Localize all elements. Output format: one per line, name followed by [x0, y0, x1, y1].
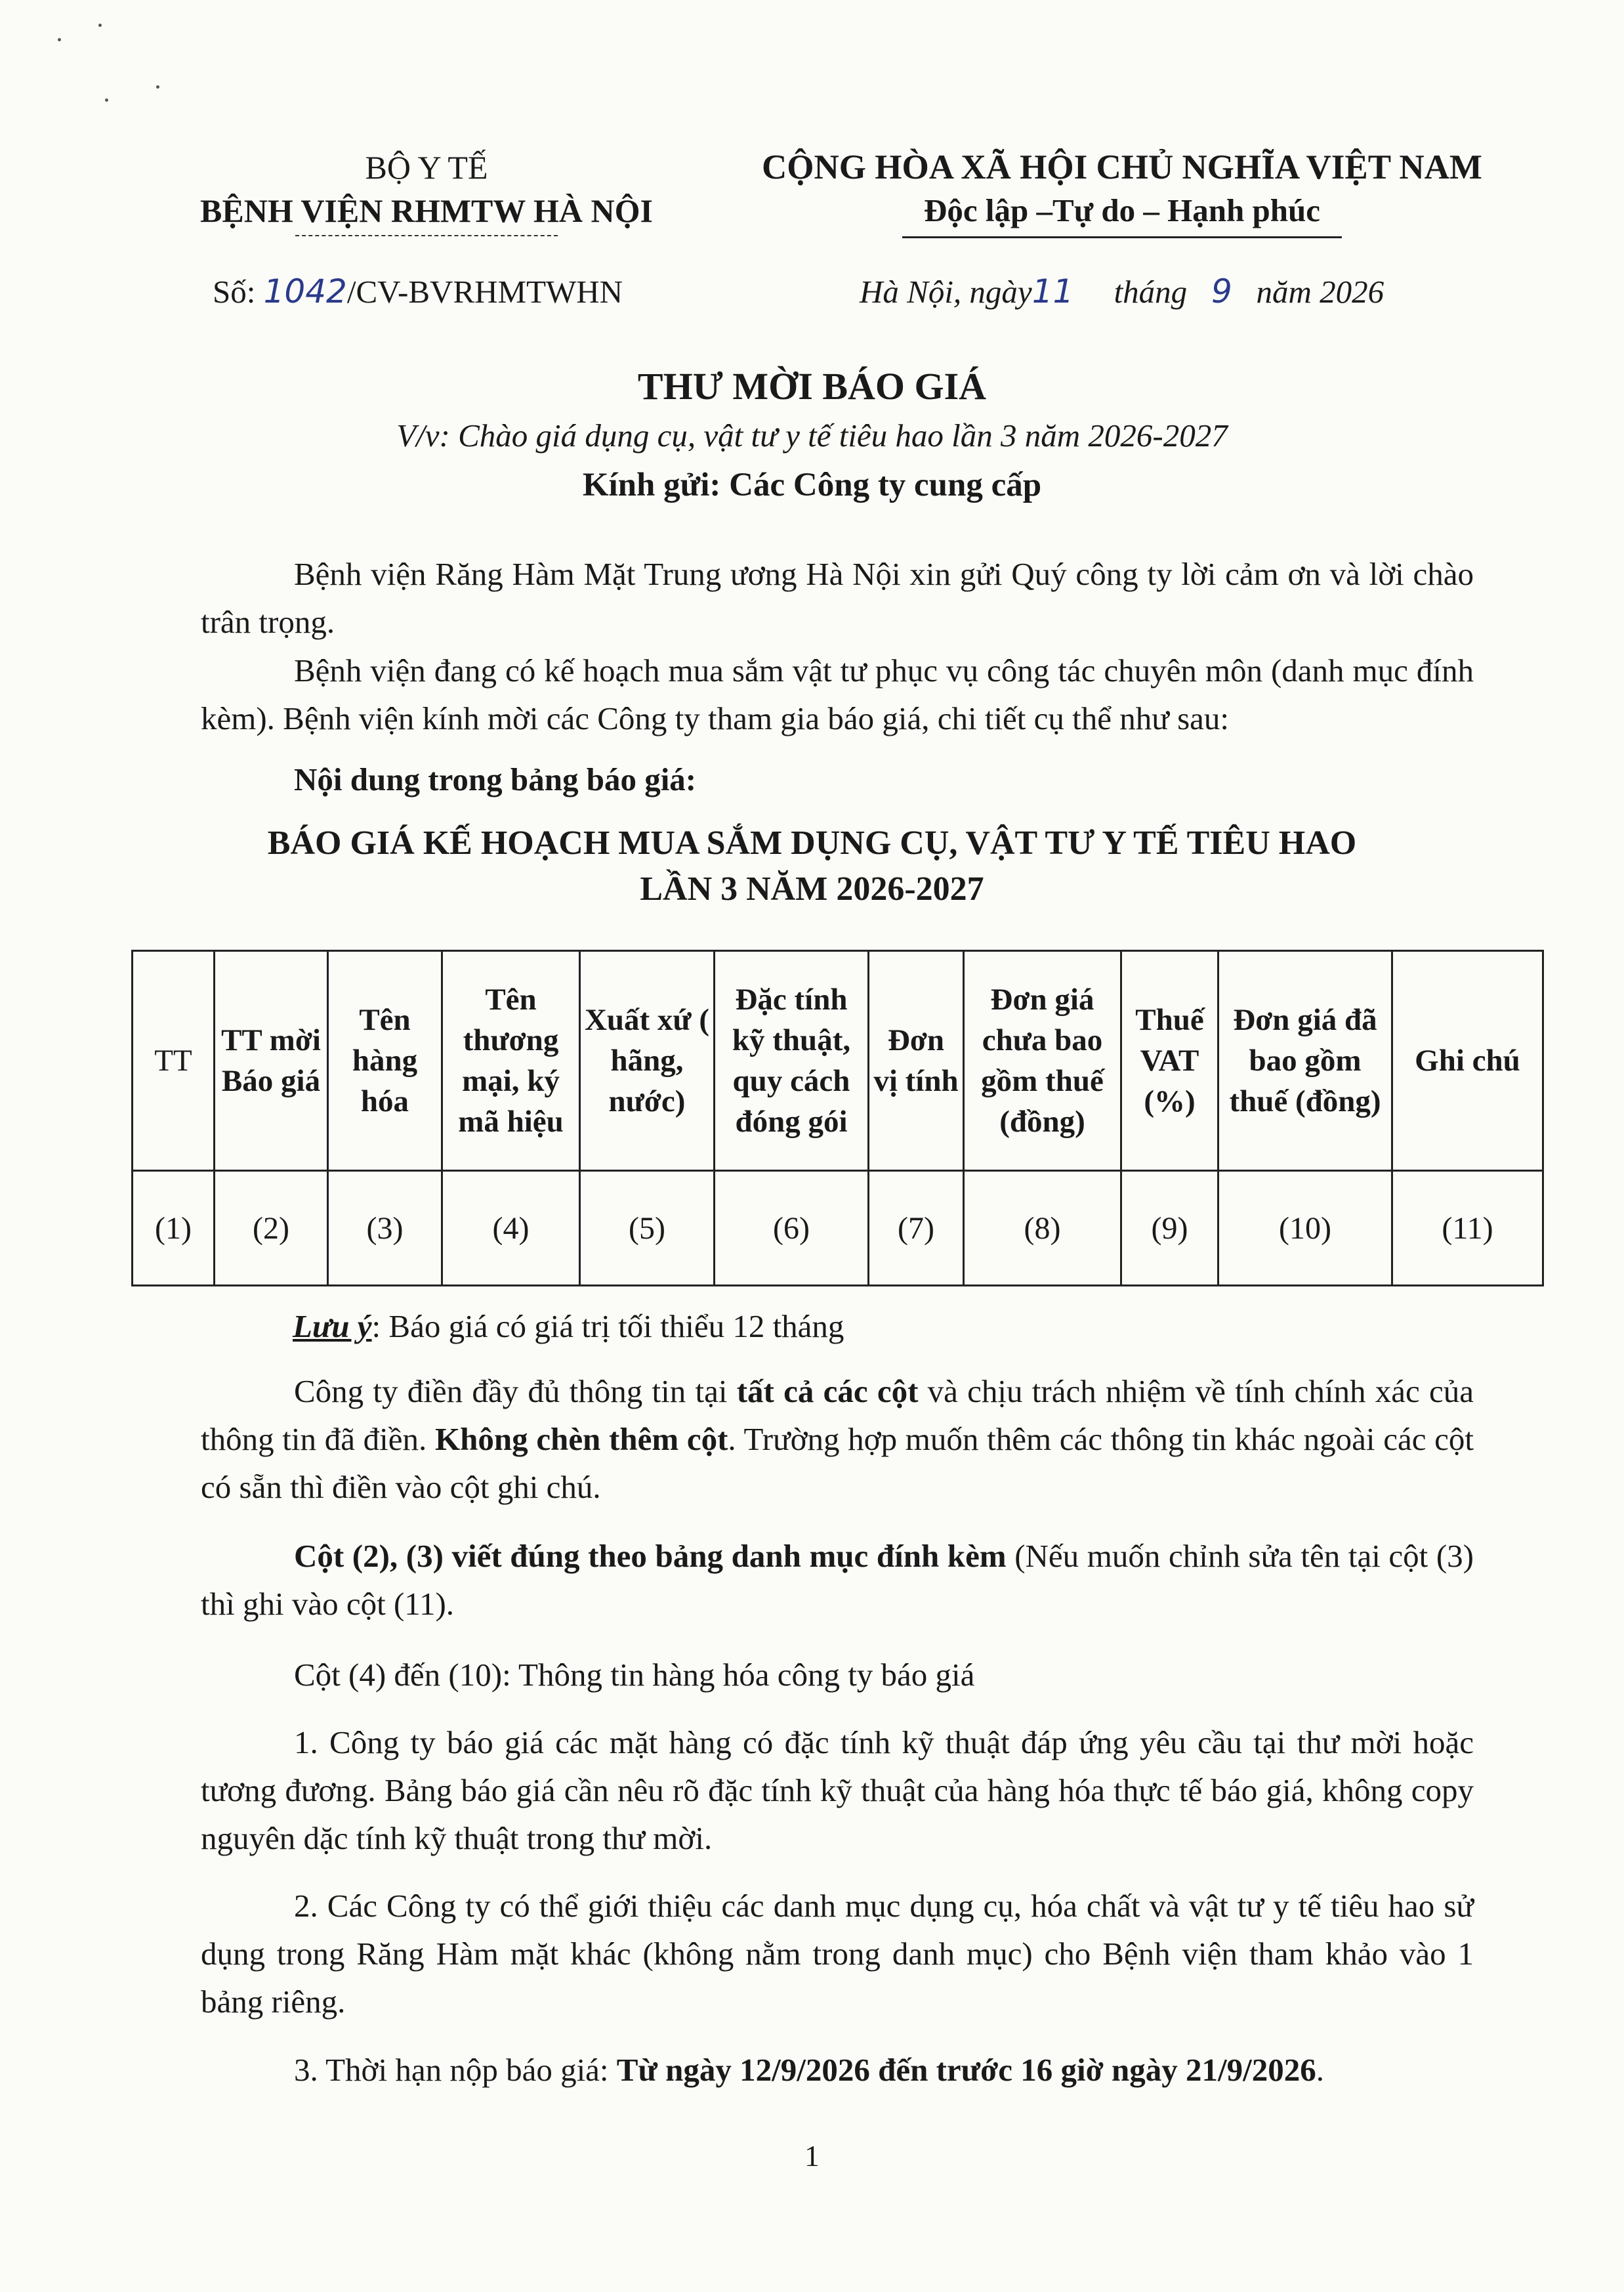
- page-number: 1: [804, 2139, 820, 2173]
- issue-date: [860, 270, 1384, 313]
- instruction-text: Công ty điền đầy đủ thông tin tại: [294, 1373, 737, 1409]
- instruction-text: 3. Thời hạn nộp báo giá:: [294, 2052, 617, 2088]
- header-cell: Ghi chú: [1392, 951, 1543, 1171]
- instruction-paragraph-1: [201, 1367, 1474, 1511]
- column-number-cell: (4): [442, 1171, 580, 1286]
- scan-speck: [58, 38, 61, 41]
- instruction-emphasis: Không chèn thêm cột: [435, 1421, 728, 1457]
- recipient-line: Kính gửi: Các Công ty cung cấp: [582, 467, 1042, 503]
- issuer-underline: [295, 235, 558, 236]
- instruction-text: và chịu trách nhiệm về tính chính xác của thông tin đã điền.: [201, 1373, 1474, 1457]
- intro-paragraph-1: Bệnh viện Răng Hàm Mặt Trung ương Hà Nội xin gửi Quý công ty lời cảm ơn và lời chào trân trọng.: [201, 556, 1474, 640]
- document-number-prefix: Số:: [213, 274, 264, 310]
- submission-deadline: Từ ngày 12/9/2026 đến trước 16 giờ ngày 21/9/2026: [616, 2052, 1316, 2088]
- header-cell: Đơn giá đã bao gồm thuế (đồng): [1218, 951, 1392, 1171]
- column-number-cell: (3): [328, 1171, 442, 1286]
- column-number-cell: (2): [215, 1171, 328, 1286]
- year-label: năm 2026: [1256, 274, 1385, 310]
- instruction-text: . Trường hợp muốn thêm các thông tin khác ngoài các cột có sẵn thì điền vào cột ghi chú.: [201, 1421, 1474, 1505]
- column-number-cell: (6): [715, 1171, 869, 1286]
- column-number-row: [133, 1171, 1543, 1286]
- instruction-text: .: [1316, 2052, 1324, 2088]
- column-number-cell: (9): [1121, 1171, 1218, 1286]
- column-number-cell: (7): [869, 1171, 964, 1286]
- scan-speck: [156, 85, 159, 89]
- instruction-item-2: 2. Các Công ty có thể giới thiệu các danh mục dụng cụ, hóa chất và vật tư y tế tiêu hao sử dụng trong Răng Hàm mặt khác (không nằm trong danh mục) cho Bệnh viện tham khảo vào 1 bảng riêng.: [201, 1888, 1474, 2020]
- instruction-item-3: [201, 2046, 1474, 2094]
- scan-speck: [105, 98, 108, 102]
- column-number-cell: (11): [1392, 1171, 1543, 1286]
- header-cell: Đơn vị tính: [869, 951, 964, 1171]
- instruction-item-1: 1. Công ty báo giá các mặt hàng có đặc tính kỹ thuật đáp ứng yêu cầu tại thư mời hoặc tương đương. Bảng báo giá cần nêu rõ đặc tính kỹ thuật của hàng hóa thực tế báo giá, không copy nguyên dặc tính kỹ thuật trong thư mời.: [201, 1724, 1474, 1856]
- instruction-emphasis: tất cả các cột: [736, 1373, 919, 1409]
- handwritten-day: 11: [1031, 272, 1074, 310]
- header-cell: TT: [133, 951, 215, 1171]
- instruction-paragraph-2: [201, 1532, 1474, 1628]
- document-number: [213, 270, 623, 313]
- hospital-name: BỆNH VIỆN RHMTW HÀ NỘI: [200, 192, 653, 229]
- handwritten-month: 9: [1211, 272, 1232, 310]
- table-title: BÁO GIÁ KẾ HOẠCH MUA SẮM DỤNG CỤ, VẬT TƯ Y TẾ TIÊU HAO LẦN 3 NĂM 2026-2027: [267, 824, 1357, 908]
- document-subject: V/v: Chào giá dụng cụ, vật tư y tế tiêu hao lần 3 năm 2026-2027: [396, 417, 1228, 454]
- instruction-paragraph-3: Cột (4) đến (10): Thông tin hàng hóa công ty báo giá: [294, 1657, 975, 1693]
- instruction-emphasis: Cột (2), (3) viết đúng theo bảng danh mục đính kèm: [294, 1538, 1007, 1574]
- header-cell: Thuế VAT (%): [1121, 951, 1218, 1171]
- validity-note: [293, 1305, 844, 1348]
- handwritten-number: 1042: [263, 272, 347, 310]
- quotation-table: [131, 950, 1544, 1286]
- national-motto: Độc lập –Tự do – Hạnh phúc: [924, 192, 1320, 228]
- column-number-cell: (1): [133, 1171, 215, 1286]
- instruction-text: (Nếu muốn chỉnh sửa tên tại cột (3) thì ghi vào cột (11).: [201, 1538, 1474, 1622]
- country-name: CỘNG HÒA XÃ HỘI CHỦ NGHĨA VIỆT NAM: [762, 148, 1482, 186]
- column-number-cell: (8): [964, 1171, 1121, 1286]
- table-header-row: [133, 951, 1543, 1171]
- national-header: [715, 146, 1529, 238]
- document-title: THƯ MỜI BÁO GIÁ: [637, 365, 987, 408]
- intro-paragraph-2: Bệnh viện đang có kế hoạch mua sắm vật tư phục vụ công tác chuyên môn (danh mục đính kèm). Bệnh viện kính mời các Công ty tham gia báo giá, chi tiết cụ thể như sau:: [201, 652, 1474, 736]
- header-cell: Đặc tính kỹ thuật, quy cách đóng gói: [715, 951, 869, 1171]
- ministry-name: BỘ Y TẾ: [365, 149, 488, 186]
- scan-speck: [98, 24, 102, 27]
- header-cell: Đơn giá chưa bao gồm thuế (đồng): [964, 951, 1121, 1171]
- header-cell: TT mời Báo giá: [215, 951, 328, 1171]
- date-prefix: Hà Nội, ngày: [860, 274, 1032, 310]
- header-cell: Xuất xứ ( hãng, nước): [580, 951, 715, 1171]
- issuer-block: [131, 146, 722, 236]
- motto-underline: [902, 236, 1342, 238]
- column-number-cell: (5): [580, 1171, 715, 1286]
- month-label: tháng: [1114, 274, 1188, 310]
- column-number-cell: (10): [1218, 1171, 1392, 1286]
- header-cell: Tên hàng hóa: [328, 951, 442, 1171]
- section-title: Nội dung trong bảng báo giá:: [294, 761, 697, 797]
- header-cell: Tên thương mại, ký mã hiệu: [442, 951, 580, 1171]
- note-label: Lưu ý: [293, 1308, 372, 1344]
- note-text: : Báo giá có giá trị tối thiểu 12 tháng: [371, 1308, 844, 1344]
- document-number-suffix: /CV-BVRHMTWHN: [346, 274, 623, 310]
